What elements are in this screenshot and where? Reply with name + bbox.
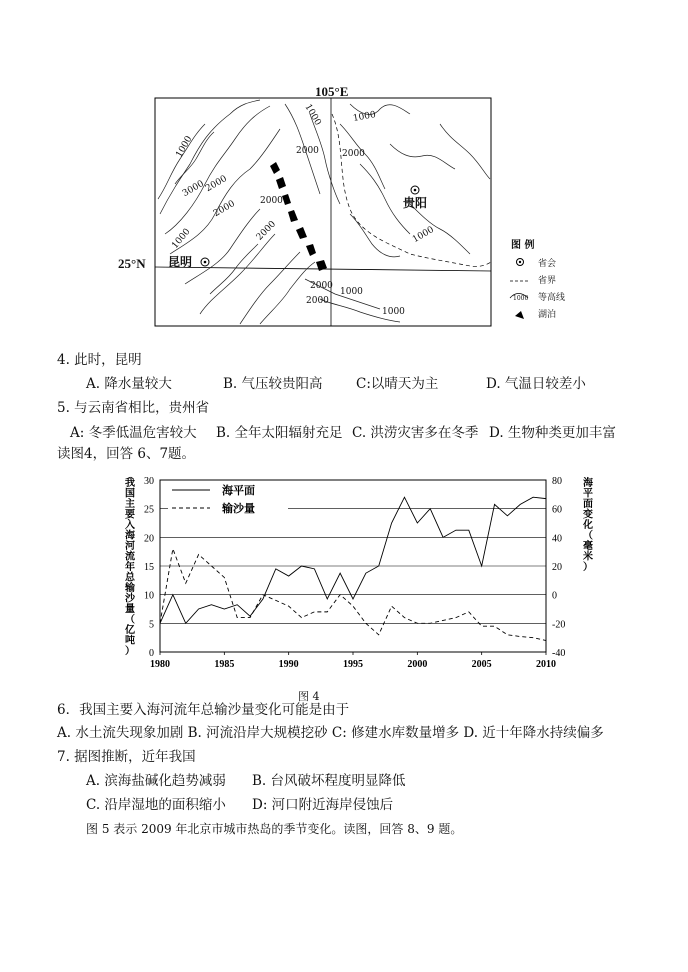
right-axis-title-char: 化	[583, 520, 593, 531]
map-frame	[155, 98, 491, 326]
left-tick-label: 5	[149, 619, 154, 631]
right-tick-label: 0	[552, 590, 557, 602]
contour-label: 2000	[212, 198, 237, 220]
left-axis-title-char: 量	[125, 604, 135, 615]
question-5-option-d: D. 生物种类更加丰富	[489, 425, 616, 441]
right-axis-title-char: （	[583, 530, 593, 542]
left-axis-title-char: 输	[125, 583, 135, 594]
right-axis-title-char: 毫	[583, 541, 593, 552]
contour-label: 2000	[306, 296, 329, 306]
longitude-label: 105°E	[315, 84, 349, 99]
latitude-label: 25°N	[118, 256, 146, 271]
x-tick-label: 1990	[278, 659, 299, 670]
contour-label: 1000	[302, 102, 323, 128]
map-legend	[510, 259, 528, 320]
right-axis-title-char: 平	[583, 488, 593, 500]
question-4-option-d: D. 气温日较差小	[486, 376, 586, 392]
left-tick-label: 0	[149, 648, 154, 659]
right-axis-title-char: 海	[583, 478, 593, 489]
figure-4-chart	[118, 468, 598, 693]
left-axis-title-char: 年	[125, 562, 135, 573]
contour-label: 1000	[174, 134, 195, 160]
right-tick-label: 80	[552, 476, 562, 487]
left-tick-label: 10	[144, 590, 154, 602]
contour-label: 1000	[352, 110, 377, 124]
contour-label: 2000	[204, 173, 229, 195]
x-tick-label: 2000	[407, 659, 428, 670]
right-tick-label: -40	[552, 648, 566, 659]
left-axis-title-char: 要	[125, 509, 135, 521]
right-axis-title-char: 米	[583, 551, 593, 563]
contour-label: 1000	[170, 227, 193, 251]
left-tick-label: 20	[144, 533, 154, 545]
contour-label: 2000	[310, 281, 333, 291]
contour-label: 2000	[254, 219, 279, 243]
legend-lake: 湖泊	[538, 310, 557, 320]
figure-4-caption: 图 4	[298, 690, 320, 703]
question-4-stem: 4. 此时，昆明	[57, 352, 142, 368]
right-axis-title-char: 变	[583, 509, 593, 521]
legend-capital: 省会	[538, 259, 557, 269]
right-axis-title-char: ）	[583, 562, 593, 573]
left-axis-title-char: 海	[125, 530, 135, 542]
right-tick-label: 20	[552, 562, 562, 573]
right-tick-label: 40	[552, 533, 562, 545]
left-axis-title-char: 亿	[125, 625, 135, 636]
contour-label: 2000	[342, 149, 365, 159]
intro-questions-6-7: 读图4，回答 6、7题。	[57, 446, 196, 462]
legend-title: 图 例	[511, 240, 535, 251]
legend-contour-sample: 1000	[513, 295, 529, 302]
left-axis-title-char: 吨	[125, 635, 135, 647]
question-5-stem: 5. 与云南省相比，贵州省	[57, 400, 210, 416]
contour-label: 1000	[411, 224, 436, 246]
contour-label: 3000	[181, 178, 206, 200]
legend-dashed-label: 输沙量	[222, 503, 255, 515]
question-6-stem: 6．我国主要入海河流年总输沙量变化可能是由于	[57, 702, 350, 718]
question-4-option-a: A. 降水量较大	[86, 376, 172, 392]
legend-solid-label: 海平面	[222, 485, 255, 497]
question-5-option-c: C. 洪涝灾害多在冬季	[352, 425, 479, 441]
question-7-option-d: D: 河口附近海岸侵蚀后	[252, 797, 394, 813]
intro-questions-8-9: 图 5 表示 2009 年北京市城市热岛的季节变化。读图，回答 8、9 题。	[86, 822, 463, 836]
left-tick-label: 15	[144, 562, 154, 573]
x-tick-label: 2005	[471, 659, 492, 670]
left-axis-title-char: 主	[125, 499, 135, 510]
x-tick-label: 1980	[150, 659, 170, 670]
question-7-option-a: A. 滨海盐碱化趋势减弱	[86, 773, 226, 789]
question-5-option-b: B. 全年太阳辐射充足	[216, 425, 343, 441]
left-axis-title-char: 总	[125, 572, 135, 584]
legend-labels	[538, 256, 565, 324]
left-axis-title-char: （	[125, 614, 135, 626]
x-tick-label: 1985	[214, 659, 235, 670]
x-tick-label: 1995	[343, 659, 363, 670]
legend-border: 省界	[538, 276, 557, 286]
chart-svg	[118, 468, 598, 693]
right-tick-label: 60	[552, 504, 562, 516]
left-tick-label: 25	[144, 504, 154, 516]
legend-contour: 等高线	[538, 293, 566, 303]
x-tick-label: 2010	[536, 659, 556, 670]
contour-label: 1000	[382, 307, 405, 317]
left-axis-title-char: 国	[125, 488, 135, 500]
left-axis-title-char: 我	[125, 478, 135, 489]
left-axis-title-char: ）	[125, 646, 135, 657]
contour-label: 2000	[260, 196, 283, 206]
question-6-options: A. 水土流失现象加剧 B. 河流沿岸大规模挖砂 C: 修建水库数量增多 D. 近十年降水持续偏多	[57, 725, 604, 741]
contour-label: 1000	[340, 287, 363, 297]
left-axis-title-char: 沙	[125, 593, 135, 605]
city-kunming-label: 昆明	[168, 255, 193, 269]
question-7-option-c: C. 沿岸湿地的面积缩小	[86, 797, 226, 813]
contour-label: 2000	[296, 146, 319, 156]
question-4-option-c: C:以晴天为主	[356, 376, 439, 392]
right-tick-label: -20	[552, 619, 566, 631]
left-axis-title-char: 流	[125, 551, 135, 563]
question-4-option-b: B. 气压较贵阳高	[223, 376, 323, 392]
left-axis-title-char: 河	[125, 541, 135, 552]
question-5-option-a: A: 冬季低温危害较大	[70, 425, 197, 441]
left-axis-title-char: 入	[125, 520, 135, 531]
topographic-map	[110, 84, 535, 330]
question-7-stem: 7. 据图推断，近年我国	[57, 749, 196, 765]
right-axis-title-char: 面	[583, 499, 593, 510]
question-7-option-b: B. 台风破坏程度明显降低	[252, 773, 406, 789]
left-tick-label: 30	[144, 476, 154, 487]
series-line-sea-level	[160, 497, 546, 623]
city-guiyang-label: 贵阳	[403, 196, 428, 210]
